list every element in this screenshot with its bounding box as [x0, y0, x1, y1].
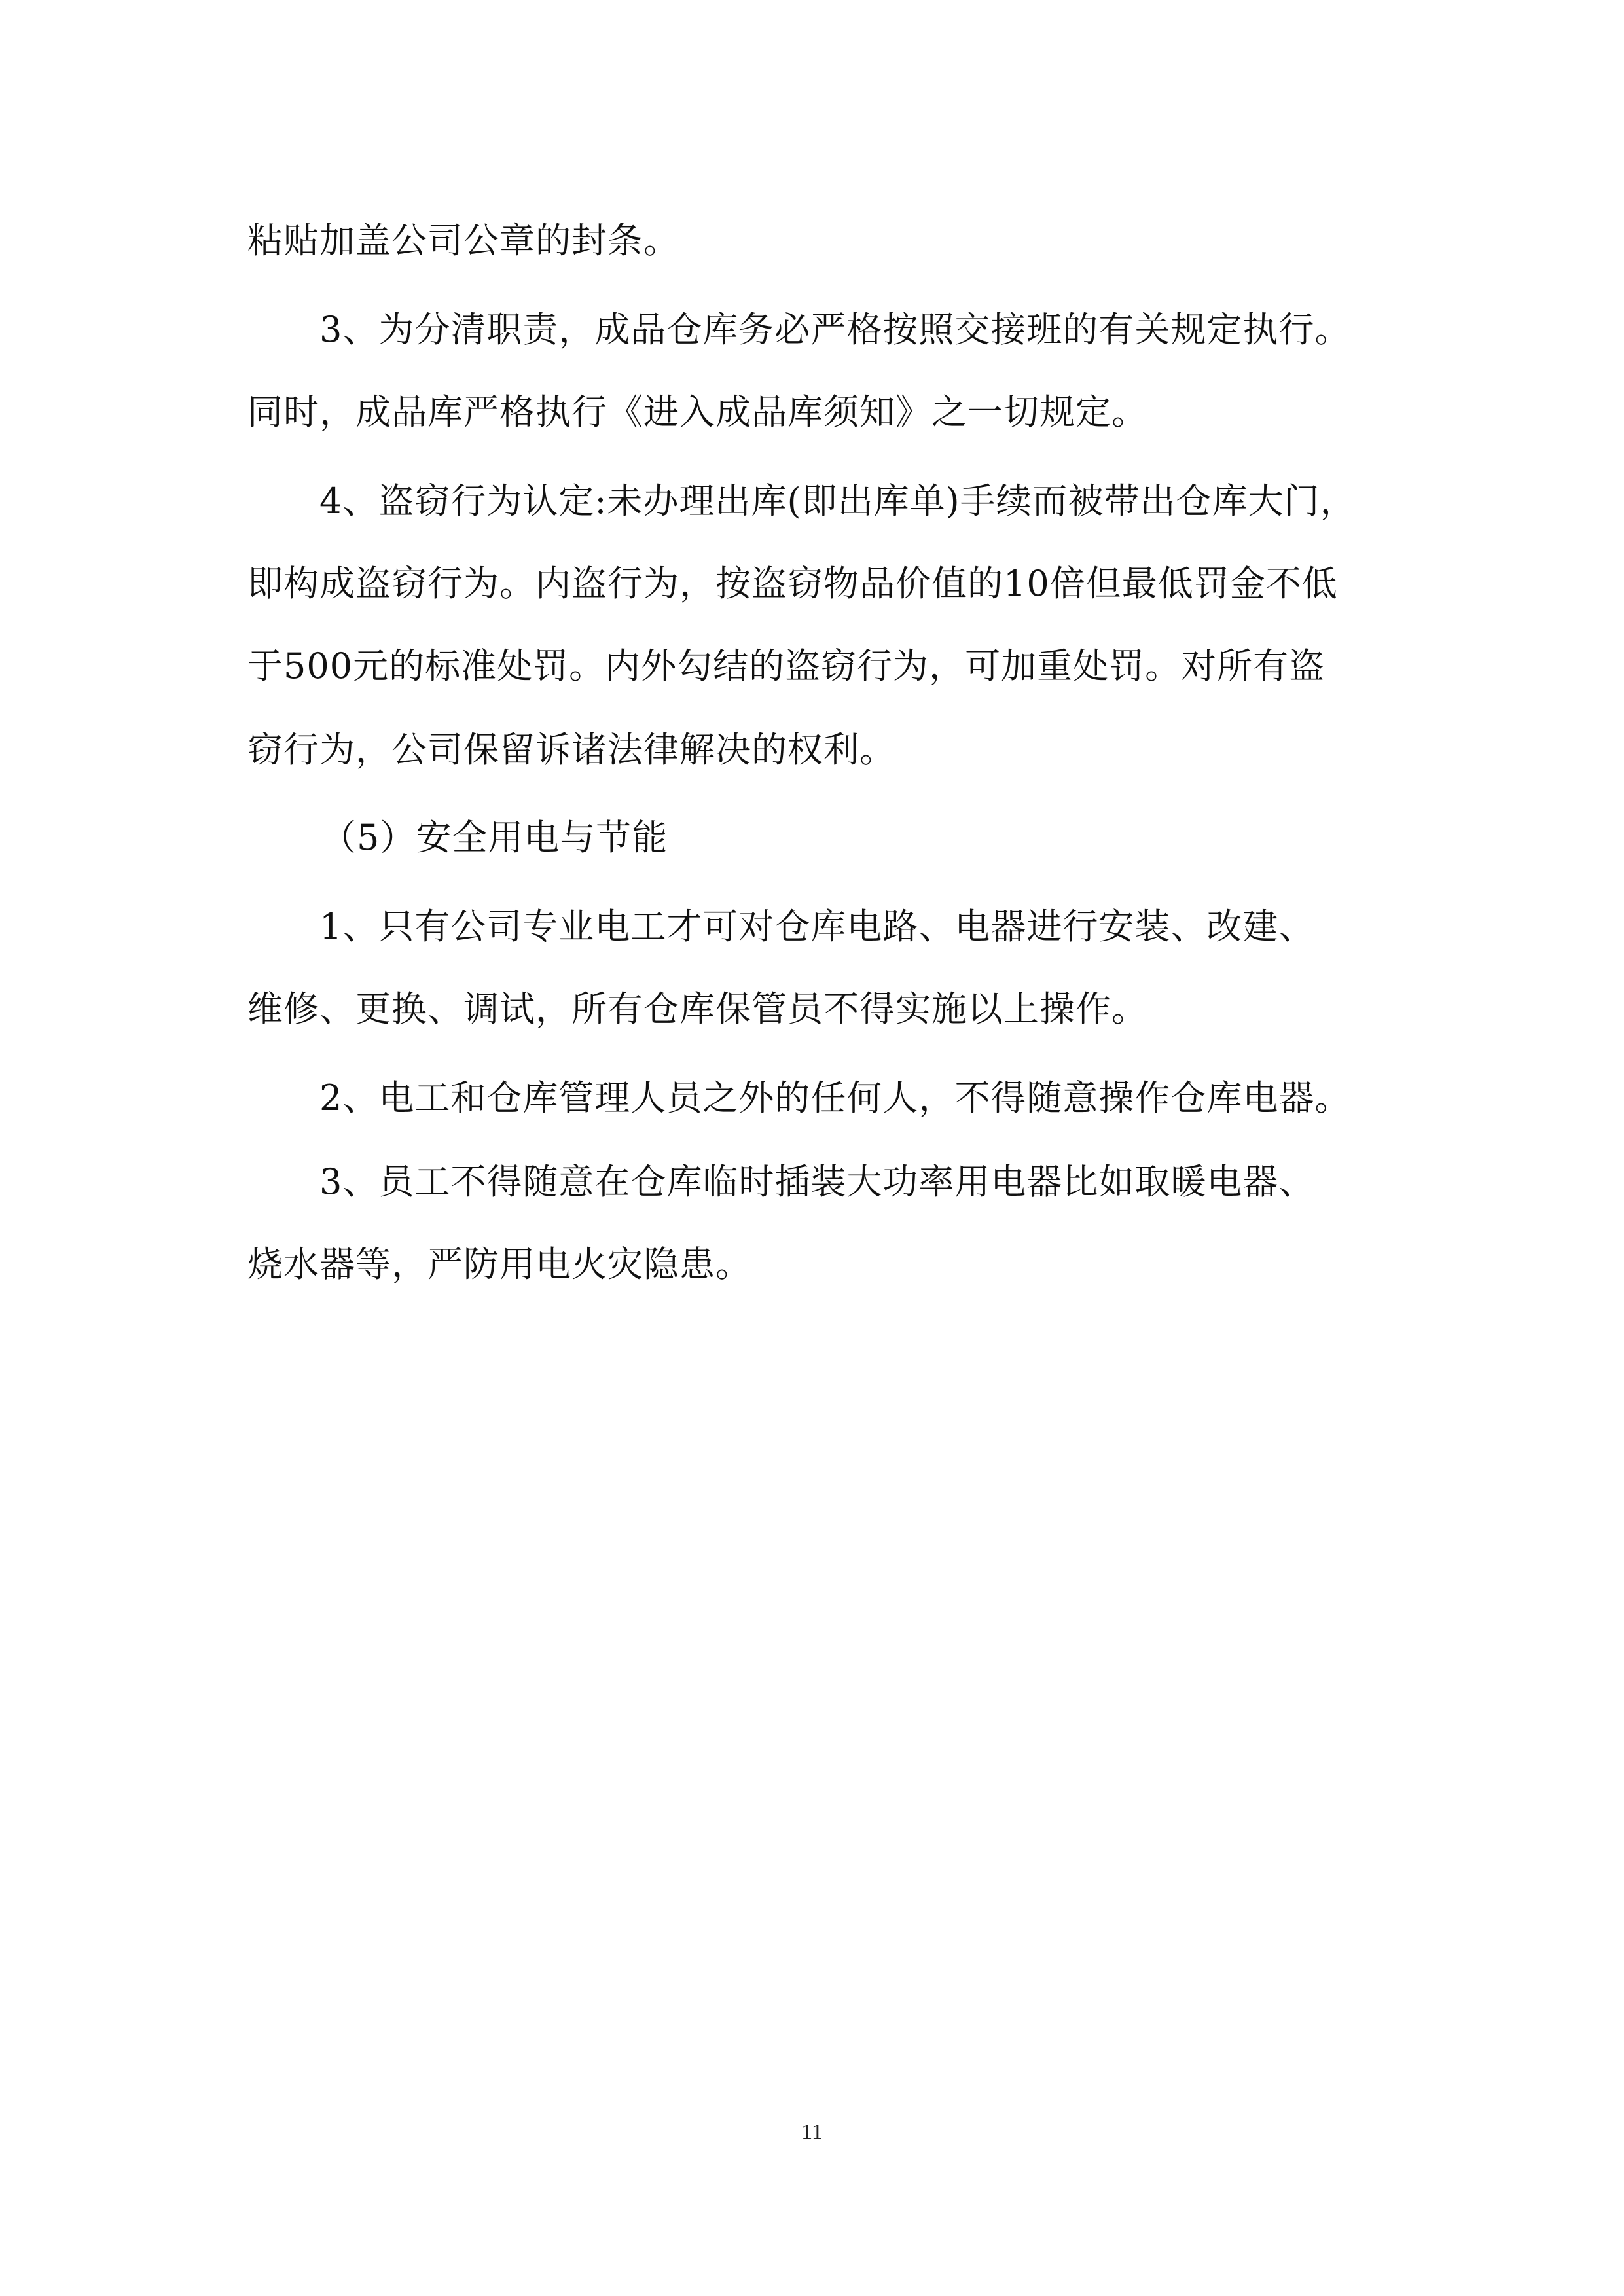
electric-rule-3-line-2: 烧水器等，严防用电火灾隐患。 — [247, 1244, 751, 1285]
rule-3-line-1: 3、为分清职责，成品仓库务必严格按照交接班的有关规定执行。 — [319, 309, 1351, 350]
rule-4-line-3: 于500元的标准处罚。内外勾结的盗窃行为，可加重处罚。对所有盗 — [247, 645, 1326, 687]
electric-rule-1-line-2: 维修、更换、调试，所有仓库保管员不得实施以上操作。 — [247, 988, 1147, 1030]
rule-3-line-2: 同时，成品库严格执行《进入成品库须知》之一切规定。 — [247, 391, 1147, 433]
rule-4-line-1: 4、盗窃行为认定:未办理出库(即出库单)手续而被带出仓库大门， — [319, 480, 1356, 522]
section-heading: （5）安全用电与节能 — [321, 817, 668, 858]
electric-rule-3-line-1: 3、员工不得随意在仓库临时插装大功率用电器比如取暖电器、 — [319, 1161, 1315, 1202]
page-number: 11 — [801, 2120, 823, 2144]
text-line-continuation: 粘贴加盖公司公章的封条。 — [247, 220, 679, 261]
electric-rule-2-line-1: 2、电工和仓库管理人员之外的任何人，不得随意操作仓库电器。 — [319, 1077, 1351, 1119]
rule-4-line-4: 窃行为，公司保留诉诸法律解决的权利。 — [247, 729, 895, 770]
rule-4-line-2: 即构成盗窃行为。内盗行为，按盗窃物品价值的10倍但最低罚金不低 — [247, 563, 1338, 604]
electric-rule-1-line-1: 1、只有公司专业电工才可对仓库电路、电器进行安装、改建、 — [319, 906, 1315, 947]
